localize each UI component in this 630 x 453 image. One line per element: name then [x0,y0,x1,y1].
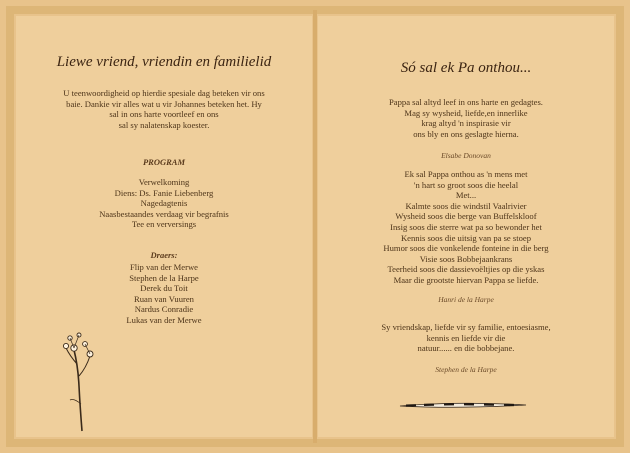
bearer-name: Lukas van der Merwe [126,314,202,325]
verse-line: Wysheid soos die berge van Buffelskloof [395,211,537,222]
verse-3 [318,322,614,354]
verse-line: Teerheid soos die dassievoëltjies op die yskas [387,264,545,275]
intro-line: baie. Dankie vir alles wat u vir Johannes beteken het. Hy [66,98,262,109]
program-item: Nagedagtenis [140,198,188,209]
intro-text [16,88,312,130]
bearer-name: Nardus Conradie [134,304,194,315]
program-item: Verwelkoming [138,177,190,187]
verse-line: 'n hart so groot soos die heelal [413,179,519,190]
signature-3: Stephen de la Harpe [435,365,497,374]
signature-2: Hanri de la Harpe [438,295,494,304]
right-title: Só sal ek Pa onthou... [400,60,532,76]
intro-line: sal sy nalatenskap koester. [118,119,210,130]
verse-line: Insig soos die sterre wat pa so bewonder het [390,221,542,232]
verse-2 [318,169,614,286]
verse-line: kennis en liefde vir die [426,332,506,343]
intro-line: sal in ons harte voortleef en ons [109,109,219,120]
bearer-name: Ruan van Vuuren [134,293,194,304]
verse-line: Kennis soos die uitsig van pa se stoep [400,232,532,243]
program-heading: PROGRAM [142,157,186,167]
verse-line: ons bly en ons geslagte hierna. [413,128,519,139]
right-panel [318,16,614,437]
center-fold [313,10,317,443]
bearers-list [16,262,312,326]
verse-line: krag altyd 'n inspirasie vir [421,118,511,129]
verse-line: Sy vriendskap, liefde vir sy familie, entoesiasme, [381,322,551,332]
verse-line: Kalmte soos die windstil Vaalrivier [405,200,527,211]
intro-line: U teenwoordigheid op hierdie spesiale dag beteken vir ons [63,88,265,98]
porcupine-quill-illustration [398,397,528,413]
signature-1: Elsabe Donovan [441,151,491,160]
verse-line: Mag sy wysheid, liefde,en innerlike [404,107,528,118]
program-item: Naasbestaandes verdaag vir begrafnis [99,208,229,219]
left-panel [16,16,312,437]
verse-line: natuur...... en die bobbejane. [417,343,515,354]
dried-flower-illustration [52,326,102,436]
verse-1 [318,97,614,139]
program-item: Diens: Ds. Fanie Liebenberg [114,187,214,198]
program-list [16,177,312,230]
verse-line: Humor soos die vonkelende fonteine in die berg [383,243,549,254]
bearer-name: Flip van der Merwe [129,262,199,272]
verse-line: Ek sal Pappa onthou as 'n mens met [404,169,528,179]
verse-line: Visie soos Bobbejaankrans [419,253,513,264]
bearers-heading: Draers: [150,250,178,260]
bearer-name: Derek du Toit [140,283,188,294]
verse-line: Met... [455,190,477,201]
program-item: Tee en verversings [131,219,197,230]
bearer-name: Stephen de la Harpe [129,272,199,283]
left-title: Liewe vriend, vriendin en familielid [56,54,272,70]
verse-line: Pappa sal altyd leef in ons harte en gedagtes. [389,97,543,107]
verse-line: Maar die grootste hiervan Pappa se liefde. [393,274,539,285]
